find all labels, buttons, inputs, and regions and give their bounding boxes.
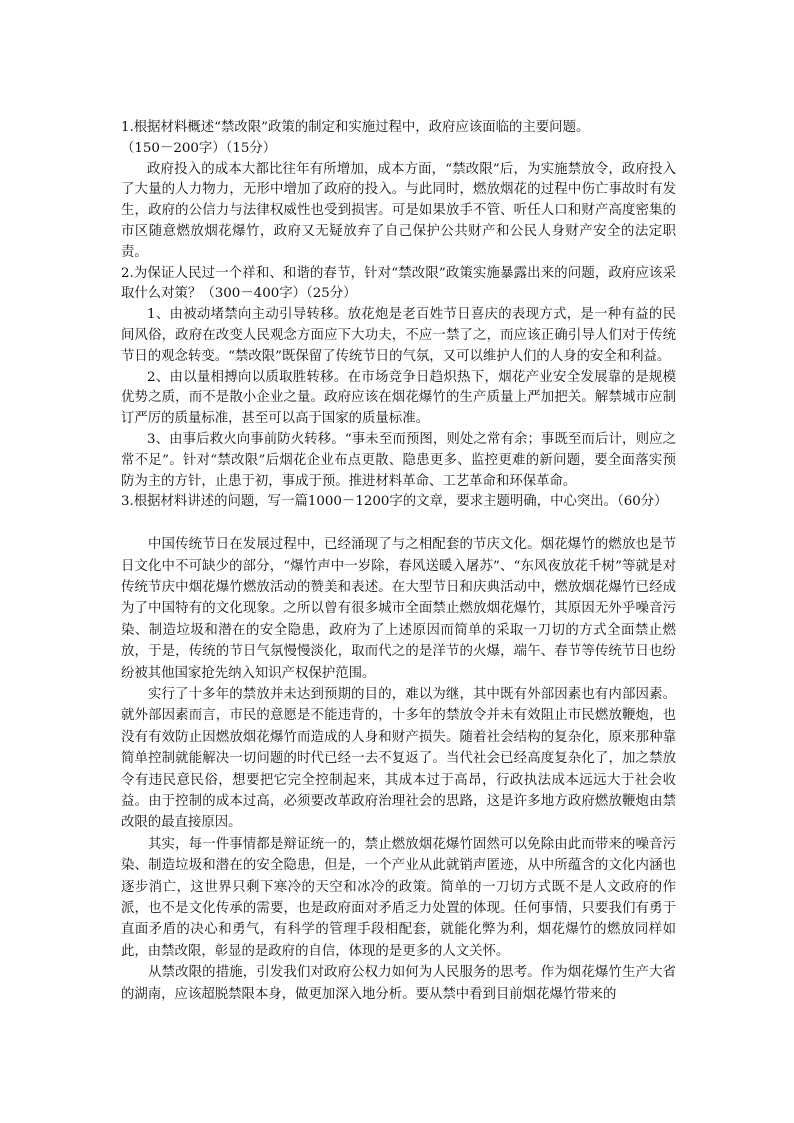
essay-paragraph-1: 中国传统节日在发展过程中，已经涌现了与之相配套的节庆文化。烟花爆竹的燃放也是节日文化中不可缺少的部分，“爆竹声中一岁除，春风送暖入屠苏”、“东风夜放花千树”等就是对传统节庆中烟花爆竹燃放活动的赞美和表述。在大型节日和庆典活动中，燃放烟花爆竹已经成为了中国特有的文化现象。之所以曾有很多城市全面禁止燃放烟花爆竹，其原因无外乎噪音污染、制造垃圾和潜在的安全隐患，政府为了上述原因而简单的采取一刀切的方式全面禁止燃放，于是，传统的节日气氛慢慢淡化，取而代之的是洋节的火爆，端午、春节等传统节日也纷纷被其他国家抢先纳入知识产权保护范围。 [121,537,676,681]
question-2-point-1: 1、由被动堵禁向主动引导转移。放花炮是老百姓节日喜庆的表现方式，是一种有益的民间风俗，政府在改变人民观念方面应下大功夫，不应一禁了之，而应该正确引导人们对于传统节日的观念转变。“禁改限”既保留了传统节日的气氛，又可以维护人们的人身的安全和利益。 [121,307,676,364]
blank-line [121,513,676,534]
question-2-point-3: 3、由事后救火向事前防火转移。“事未至而预图，则处之常有余；事既至而后计，则应之常不足”。针对“禁改限”后烟花企业布点更散、隐患更多、监控更难的新问题，要全面落实预防为主的方针，止患于初，事成于预。推进材料革命、工艺革命和环保革命。 [121,431,676,489]
question-2-point-2: 2、由以量相搏向以质取胜转移。在市场竞争日趋炽热下，烟花产业安全发展靠的是规模优势之质，而不是散小企业之量。政府应该在烟花爆竹的生产质量上严加把关。解禁城市应制订严厉的质量标准，甚至可以高于国家的质量标准。 [121,369,676,427]
essay-paragraph-2: 实行了十多年的禁放并未达到预期的目的，难以为继，其中既有外部因素也有内部因素。就外部因素而言，市民的意愿是不能违背的，十多年的禁放令并未有效阻止市民燃放鞭炮，也没有有效防止因燃放烟花爆竹而造成的人身和财产损失。随着社会结构的复杂化，原来那种靠简单控制就能解决一切问题的时代已经一去不复返了。当代社会已经高度复杂化了，加之禁放令有违民意民俗，想要把它完全控制起来，其成本过于高昂，行政执法成本远远大于社会收益。由于控制的成本过高，必须要改革政府治理社会的思路，这是许多地方政府燃放鞭炮由禁改限的最直接原因。 [121,686,676,831]
question-1-title: 1.根据材料概述“禁改限”政策的制定和实施过程中，政府应该面临的主要问题。 [121,120,590,135]
essay [121,534,676,1005]
document-page [121,118,676,1005]
question-2-title: 2.为保证人民过一个祥和、和谐的春节，针对“禁改限”政策实施暴露出来的问题，政府应该采取什么对策？（300－400字）（25分） [121,265,676,302]
question-1-answer: 政府投入的成本大都比往年有所增加，成本方面，“禁改限”后，为实施禁放令，政府投入了大量的人力物力，无形中增加了政府的投入。与此同时，燃放烟花的过程中伤亡事故时有发生，政府的公信力与法律权威性也受到损害。可是如果放手不管、听任人口和财产高度密集的市区随意燃放烟花爆竹，政府又无疑放弃了自己保护公共财产和公民人身财产安全的法定职责。 [121,161,676,260]
essay-paragraph-3: 其实，每一件事情都是辩证统一的，禁止燃放烟花爆竹固然可以免除由此而带来的噪音污染、制造垃圾和潜在的安全隐患，但是，一个产业从此就销声匿迹，从中所蕴含的文化内涵也逐步消亡，这世界只剩下寒冷的天空和冰冷的政策。简单的一刀切方式既不是人文政府的作派，也不是文化传承的需要，也是政府面对矛盾乏力处置的体现。任何事情，只要我们有勇于直面矛盾的决心和勇气，有科学的管理手段相配套，就能化弊为利，烟花爆竹的燃放同样如此，由禁改限，彰显的是政府的自信，体现的是更多的人文关怀。 [121,836,676,959]
question-3-title: 3.根据材料讲述的问题，写一篇1000－1200字的文章，要求主题明确，中心突出。（60分） [121,494,668,510]
essay-paragraph-4: 从禁改限的措施，引发我们对政府公权力如何为人民服务的思考。作为烟花爆竹生产大省的湖南，应该超脱禁限本身，做更加深入地分析。要从禁中看到目前烟花爆竹带来的 [121,965,676,1002]
question-1-requirement: （150－200字）（15分） [121,140,277,156]
